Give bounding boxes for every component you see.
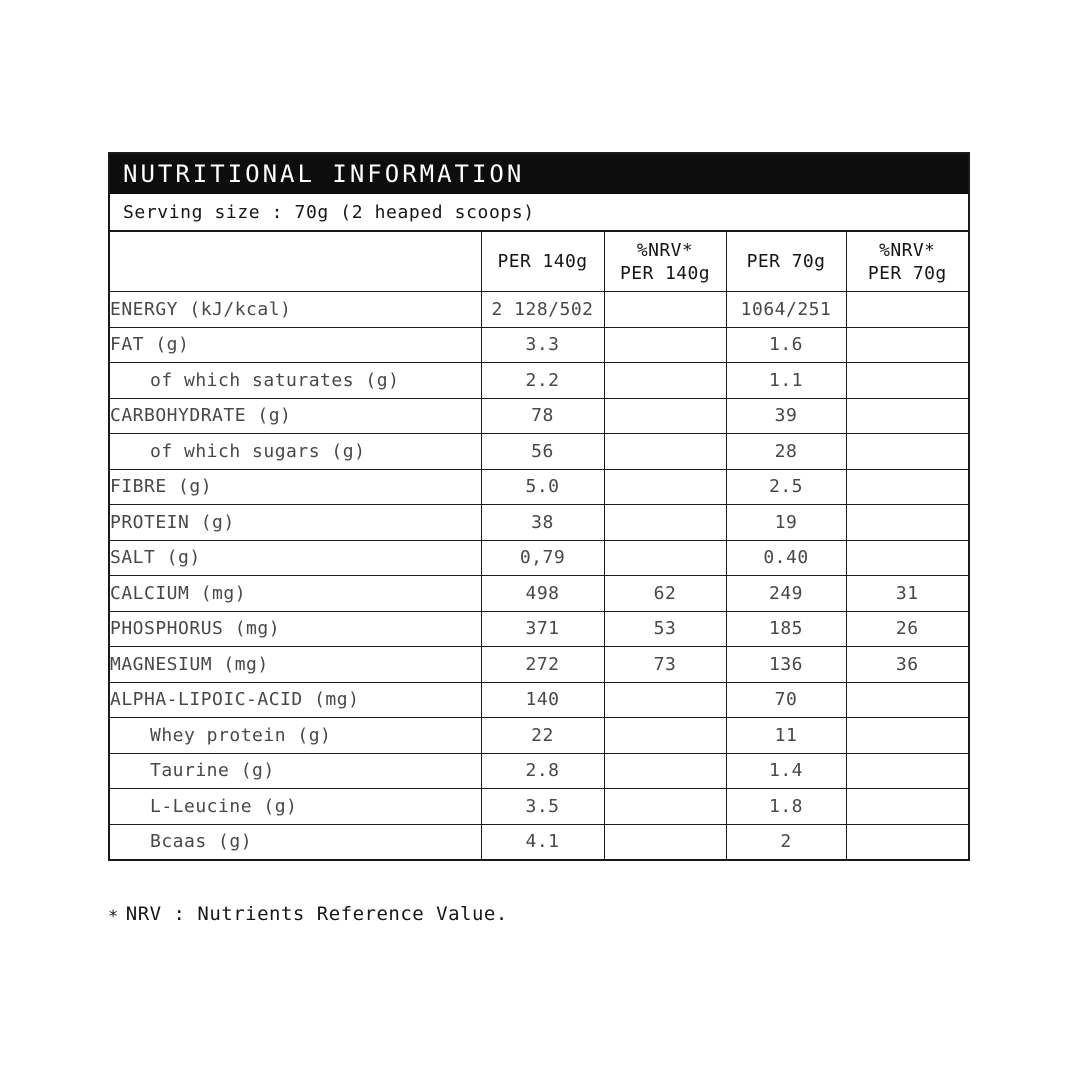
row-value: 39 [726, 398, 846, 434]
row-value: 56 [481, 434, 604, 470]
row-value: 249 [726, 576, 846, 612]
row-value: 38 [481, 505, 604, 541]
row-value: 0.40 [726, 540, 846, 576]
table-row [110, 469, 968, 505]
row-value: 22 [481, 718, 604, 754]
serving-size-text: Serving size : 70g (2 heaped scoops) [123, 201, 535, 223]
row-value: 2 128/502 [481, 292, 604, 328]
row-value [604, 434, 726, 470]
row-value [846, 718, 968, 754]
table-row [110, 682, 968, 718]
row-value: 70 [726, 682, 846, 718]
row-value: 5.0 [481, 469, 604, 505]
row-value: 1.1 [726, 363, 846, 399]
table-row [110, 540, 968, 576]
row-label: CARBOHYDRATE (g) [110, 398, 481, 434]
row-value [846, 824, 968, 859]
table-row [110, 292, 968, 328]
column-header-nrv-70g [846, 232, 968, 292]
row-value [604, 505, 726, 541]
column-header-per-70g [726, 232, 846, 292]
row-value [604, 753, 726, 789]
row-value: 3.5 [481, 789, 604, 825]
row-value [846, 505, 968, 541]
row-value: 53 [604, 611, 726, 647]
table-row [110, 505, 968, 541]
row-value: 73 [604, 647, 726, 683]
table-row [110, 789, 968, 825]
row-value [604, 540, 726, 576]
row-value: 1.8 [726, 789, 846, 825]
row-label: FAT (g) [110, 327, 481, 363]
row-label: PROTEIN (g) [110, 505, 481, 541]
row-value: 19 [726, 505, 846, 541]
table-row [110, 753, 968, 789]
row-label: CALCIUM (mg) [110, 576, 481, 612]
column-header-line: PER 140g [497, 251, 588, 272]
row-label: ALPHA-LIPOIC-ACID (mg) [110, 682, 481, 718]
row-label: Taurine (g) [110, 753, 481, 789]
column-header-line: %NRV* [636, 239, 694, 261]
row-value [846, 753, 968, 789]
row-value [846, 398, 968, 434]
row-label: MAGNESIUM (mg) [110, 647, 481, 683]
row-value: 4.1 [481, 824, 604, 859]
table-row [110, 398, 968, 434]
row-value [846, 363, 968, 399]
row-label: Whey protein (g) [110, 718, 481, 754]
table-row [110, 824, 968, 859]
footnote [108, 903, 508, 925]
row-value: 36 [846, 647, 968, 683]
row-value: 1.4 [726, 753, 846, 789]
row-value [846, 682, 968, 718]
footnote-asterisk: * [108, 907, 119, 927]
serving-size-row [110, 194, 968, 232]
row-value: 78 [481, 398, 604, 434]
column-header-per-140g [481, 232, 604, 292]
row-value [604, 292, 726, 328]
row-value: 272 [481, 647, 604, 683]
page-title: NUTRITIONAL INFORMATION [123, 160, 525, 188]
column-header-line: %NRV* [879, 239, 936, 261]
row-value: 0,79 [481, 540, 604, 576]
row-value [846, 540, 968, 576]
row-value: 31 [846, 576, 968, 612]
row-value: 185 [726, 611, 846, 647]
row-value [846, 292, 968, 328]
row-value [604, 718, 726, 754]
title-bar [110, 154, 968, 194]
table-row [110, 576, 968, 612]
row-label: FIBRE (g) [110, 469, 481, 505]
row-value: 1064/251 [726, 292, 846, 328]
table-row [110, 718, 968, 754]
row-value: 62 [604, 576, 726, 612]
row-value [846, 789, 968, 825]
row-value [604, 327, 726, 363]
column-header-line: PER 70g [867, 262, 947, 284]
row-value [604, 469, 726, 505]
column-header-empty [110, 232, 481, 292]
row-value: 26 [846, 611, 968, 647]
table-row [110, 434, 968, 470]
row-value: 2 [726, 824, 846, 859]
nutrition-table [110, 232, 968, 859]
row-value: 11 [726, 718, 846, 754]
row-label: of which saturates (g) [110, 363, 481, 399]
row-value [846, 327, 968, 363]
table-row [110, 327, 968, 363]
row-value: 28 [726, 434, 846, 470]
row-value: 1.6 [726, 327, 846, 363]
row-value: 2.2 [481, 363, 604, 399]
row-label: PHOSPHORUS (mg) [110, 611, 481, 647]
table-row [110, 611, 968, 647]
row-value: 140 [481, 682, 604, 718]
nutrition-panel [108, 152, 970, 861]
row-value [846, 469, 968, 505]
row-value: 2.8 [481, 753, 604, 789]
row-value [604, 682, 726, 718]
row-value [604, 824, 726, 859]
table-row [110, 363, 968, 399]
row-label: of which sugars (g) [110, 434, 481, 470]
row-value: 2.5 [726, 469, 846, 505]
row-value: 136 [726, 647, 846, 683]
row-value: 371 [481, 611, 604, 647]
row-value [604, 789, 726, 825]
row-value: 3.3 [481, 327, 604, 363]
table-row [110, 647, 968, 683]
column-header-line: PER 70g [746, 251, 826, 272]
row-label: ENERGY (kJ/kcal) [110, 292, 481, 328]
nutrition-table-body [110, 292, 968, 860]
column-header-line: PER 140g [620, 262, 710, 284]
row-value [846, 434, 968, 470]
row-value [604, 363, 726, 399]
row-label: SALT (g) [110, 540, 481, 576]
column-header-row [110, 232, 968, 292]
column-header-nrv-140g [604, 232, 726, 292]
row-label: Bcaas (g) [110, 824, 481, 859]
row-value [604, 398, 726, 434]
row-label: L-Leucine (g) [110, 789, 481, 825]
footnote-text: NRV : Nutrients Reference Value. [125, 903, 508, 925]
row-value: 498 [481, 576, 604, 612]
